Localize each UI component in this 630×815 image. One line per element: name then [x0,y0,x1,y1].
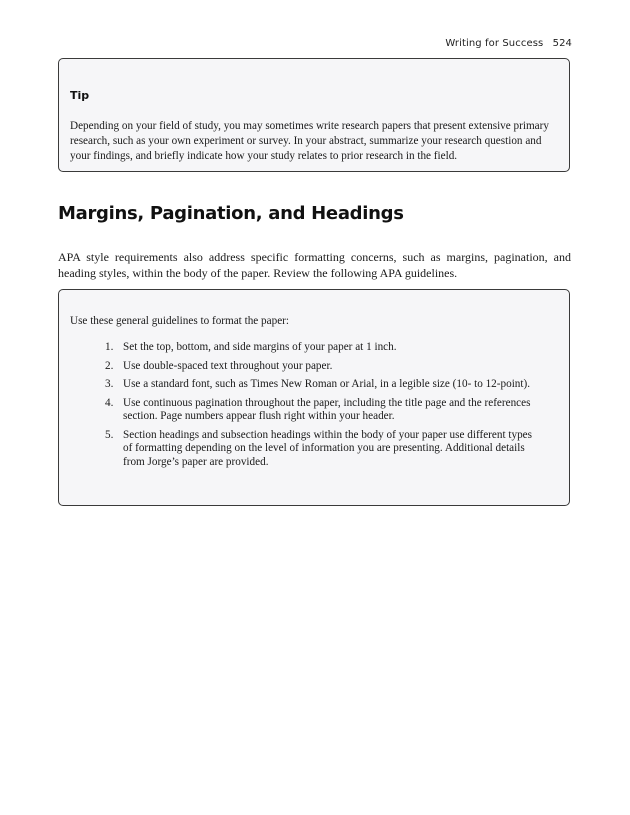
list-item [105,429,558,470]
tip-title: Tip [70,89,90,102]
section-intro: APA style requirements also address specific formatting concerns, such as margins, pagination, and heading styles, within the body of the paper. Review the following APA guidelines. [58,250,571,280]
page-number: 524 [552,38,572,49]
list-text: Use double-spaced text throughout your paper. [123,359,333,372]
list-item [105,378,558,392]
list-text: Set the top, bottom, and side margins of your paper at 1 inch. [123,341,397,353]
list-number: 4. [105,396,114,409]
guidelines-box [58,289,570,506]
list-number: 1. [105,341,114,353]
list-number: 2. [105,359,114,372]
tip-body: Depending on your field of study, you may sometimes write research papers that present extensive primary research, such as your own experiment or survey. In your abstract, summarize your research question and your findings, and briefly indicate how your study relates to prior research in the field. [70,120,549,162]
section-heading: Margins, Pagination, and Headings [58,203,404,224]
tip-box [58,58,570,172]
guidelines-list [70,341,558,469]
list-item [105,397,558,424]
list-number: 3. [105,378,114,390]
running-title: Writing for Success [445,38,544,49]
list-item [105,341,558,355]
list-text: Use a standard font, such as Times New Roman or Arial, in a legible size (10- to 12-point). [123,378,531,390]
guidelines-lead: Use these general guidelines to format the paper: [70,315,290,327]
running-header [445,38,572,49]
list-item [105,360,558,374]
list-text: Use continuous pagination throughout the paper, including the title page and the references section. Page numbers appear flush right within your header. [123,396,531,422]
list-number: 5. [105,428,114,441]
list-text: Section headings and subsection headings within the body of your paper use different types of formatting depending on the level of information you are presenting. Additional details from Jorge’s paper are provided. [123,428,532,468]
